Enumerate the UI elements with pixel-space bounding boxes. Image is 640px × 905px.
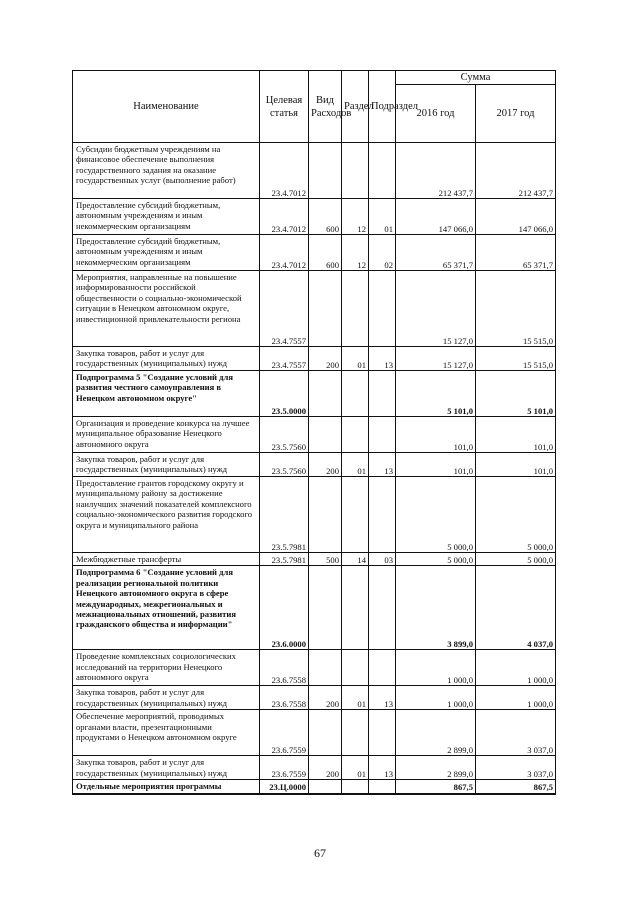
row-expense-type-cell <box>309 650 342 686</box>
row-section-cell: 01 <box>342 347 369 371</box>
row-expense-type-cell <box>309 417 342 453</box>
row-expense-type-cell <box>309 271 342 347</box>
row-section-cell <box>342 710 369 756</box>
row-amount-2017-cell: 65 371,7 <box>476 235 556 271</box>
row-target-article-cell: 23.6.7558 <box>260 686 309 710</box>
row-expense-type-cell: 200 <box>309 453 342 477</box>
row-subsection-cell: 13 <box>369 453 396 477</box>
row-expense-type-cell <box>309 566 342 650</box>
row-name-cell: Отдельные мероприятия программы <box>73 780 260 794</box>
header-name: Наименование <box>73 71 260 143</box>
row-target-article-cell: 23.4.7557 <box>260 271 309 347</box>
row-subsection-cell <box>369 143 396 199</box>
table-row <box>73 199 556 235</box>
header-subsection: Подраздел <box>369 71 396 143</box>
row-expense-type-cell: 500 <box>309 553 342 566</box>
row-section-cell <box>342 780 369 794</box>
row-expense-type-cell: 200 <box>309 756 342 780</box>
row-section-cell <box>342 371 369 417</box>
row-name-cell: Закупка товаров, работ и услуг для государственных (муниципальных) нужд <box>73 347 260 371</box>
row-target-article-cell: 23.5.7560 <box>260 417 309 453</box>
row-target-article-cell: 23.6.7558 <box>260 650 309 686</box>
row-expense-type-cell: 200 <box>309 347 342 371</box>
row-amount-2017-cell: 5 000,0 <box>476 553 556 566</box>
row-subsection-cell <box>369 371 396 417</box>
row-name-cell: Проведение комплексных социологических исследований на территории Ненецкого автономного округа <box>73 650 260 686</box>
row-target-article-cell: 23.4.7012 <box>260 235 309 271</box>
row-subsection-cell: 03 <box>369 553 396 566</box>
table-row <box>73 686 556 710</box>
table-row <box>73 417 556 453</box>
row-amount-2016-cell: 867,5 <box>396 780 476 794</box>
row-subsection-cell: 13 <box>369 347 396 371</box>
row-target-article-cell: 23.Ц.0000 <box>260 780 309 794</box>
row-subsection-cell: 02 <box>369 235 396 271</box>
table-row <box>73 271 556 347</box>
row-amount-2016-cell: 1 000,0 <box>396 650 476 686</box>
row-target-article-cell: 23.5.0000 <box>260 371 309 417</box>
row-expense-type-cell: 600 <box>309 235 342 271</box>
header-target-article: Целевая статья <box>260 71 309 143</box>
row-target-article-cell: 23.6.0000 <box>260 566 309 650</box>
row-amount-2017-cell: 15 515,0 <box>476 347 556 371</box>
row-section-cell: 01 <box>342 756 369 780</box>
row-amount-2016-cell: 5 000,0 <box>396 477 476 553</box>
budget-table <box>72 70 556 795</box>
row-amount-2016-cell: 65 371,7 <box>396 235 476 271</box>
row-amount-2016-cell: 101,0 <box>396 417 476 453</box>
header-expense-type: Вид Расходов <box>309 71 342 143</box>
row-section-cell: 14 <box>342 553 369 566</box>
row-amount-2017-cell: 3 037,0 <box>476 756 556 780</box>
row-expense-type-cell <box>309 371 342 417</box>
table-row <box>73 143 556 199</box>
row-name-cell: Закупка товаров, работ и услуг для государственных (муниципальных) нужд <box>73 453 260 477</box>
row-name-cell: Закупка товаров, работ и услуг для государственных (муниципальных) нужд <box>73 686 260 710</box>
row-subsection-cell: 13 <box>369 686 396 710</box>
row-section-cell <box>342 650 369 686</box>
row-amount-2016-cell: 15 127,0 <box>396 347 476 371</box>
row-subsection-cell <box>369 650 396 686</box>
table-row <box>73 756 556 780</box>
row-amount-2017-cell: 1 000,0 <box>476 650 556 686</box>
row-amount-2017-cell: 147 066,0 <box>476 199 556 235</box>
row-amount-2016-cell: 2 899,0 <box>396 756 476 780</box>
table-row <box>73 371 556 417</box>
table-row <box>73 347 556 371</box>
row-subsection-cell: 01 <box>369 199 396 235</box>
row-target-article-cell: 23.4.7012 <box>260 143 309 199</box>
page-number: 67 <box>314 846 326 860</box>
row-subsection-cell <box>369 477 396 553</box>
row-name-cell: Подпрограмма 6 "Создание условий для реализации региональной политики Ненецкого автономного округа в сфере международных, межрегиональных и межнациональных отношений, развития гражданского общества и информации" <box>73 566 260 650</box>
row-name-cell: Субсидии бюджетным учреждениям на финансовое обеспечение выполнения государственного задания на оказание государственных услуг (выполнение работ) <box>73 143 260 199</box>
row-target-article-cell: 23.6.7559 <box>260 710 309 756</box>
row-section-cell: 01 <box>342 686 369 710</box>
row-amount-2017-cell: 5 000,0 <box>476 477 556 553</box>
row-amount-2016-cell: 212 437,7 <box>396 143 476 199</box>
row-amount-2016-cell: 3 899,0 <box>396 566 476 650</box>
row-subsection-cell: 13 <box>369 756 396 780</box>
row-name-cell: Мероприятия, направленные на повышение информированности российской общественности о социально-экономической ситуации в Ненецком автономном округе, инвестиционной привлекательности региона <box>73 271 260 347</box>
row-target-article-cell: 23.4.7557 <box>260 347 309 371</box>
row-target-article-cell: 23.5.7981 <box>260 553 309 566</box>
row-subsection-cell <box>369 710 396 756</box>
table-row <box>73 710 556 756</box>
row-amount-2017-cell: 101,0 <box>476 417 556 453</box>
row-name-cell: Предоставление грантов городскому округу и муниципальному району за достижение наилучших значений показателей комплексного социально-экономического развития городского округа и муниципального района <box>73 477 260 553</box>
row-amount-2017-cell: 3 037,0 <box>476 710 556 756</box>
table-row <box>73 566 556 650</box>
row-target-article-cell: 23.6.7559 <box>260 756 309 780</box>
header-year-2016: 2016 год <box>396 85 476 143</box>
row-amount-2016-cell: 1 000,0 <box>396 686 476 710</box>
budget-table-sheet <box>72 70 555 795</box>
row-expense-type-cell <box>309 710 342 756</box>
table-row <box>73 650 556 686</box>
row-section-cell <box>342 417 369 453</box>
table-row <box>73 477 556 553</box>
row-expense-type-cell: 600 <box>309 199 342 235</box>
row-section-cell: 01 <box>342 453 369 477</box>
row-section-cell <box>342 566 369 650</box>
row-expense-type-cell <box>309 143 342 199</box>
header-year-2017: 2017 год <box>476 85 556 143</box>
row-name-cell: Обеспечение мероприятий, проводимых органами власти, презентационными продуктами о Ненецком автономном округе <box>73 710 260 756</box>
row-subsection-cell <box>369 271 396 347</box>
row-amount-2016-cell: 5 000,0 <box>396 553 476 566</box>
row-name-cell: Предоставление субсидий бюджетным, автономным учреждениям и иным некоммерческим организациям <box>73 199 260 235</box>
table-row <box>73 235 556 271</box>
row-expense-type-cell <box>309 780 342 794</box>
row-amount-2016-cell: 2 899,0 <box>396 710 476 756</box>
row-section-cell <box>342 271 369 347</box>
row-name-cell: Подпрограмма 5 "Создание условий для развития честного самоуправления в Ненецком автономном округе" <box>73 371 260 417</box>
row-name-cell: Организация и проведение конкурса на лучшее муниципальное образование Ненецкого автономного округа <box>73 417 260 453</box>
row-section-cell: 12 <box>342 235 369 271</box>
row-amount-2016-cell: 15 127,0 <box>396 271 476 347</box>
row-amount-2016-cell: 101,0 <box>396 453 476 477</box>
row-name-cell: Межбюджетные трансферты <box>73 553 260 566</box>
row-amount-2017-cell: 212 437,7 <box>476 143 556 199</box>
row-section-cell: 12 <box>342 199 369 235</box>
row-section-cell <box>342 477 369 553</box>
row-amount-2017-cell: 1 000,0 <box>476 686 556 710</box>
row-name-cell: Предоставление субсидий бюджетным, автономным учреждениям и иным некоммерческим организациям <box>73 235 260 271</box>
row-name-cell: Закупка товаров, работ и услуг для государственных (муниципальных) нужд <box>73 756 260 780</box>
row-amount-2016-cell: 147 066,0 <box>396 199 476 235</box>
row-amount-2017-cell: 5 101,0 <box>476 371 556 417</box>
row-subsection-cell <box>369 417 396 453</box>
table-row <box>73 453 556 477</box>
row-expense-type-cell <box>309 477 342 553</box>
row-amount-2017-cell: 101,0 <box>476 453 556 477</box>
row-amount-2016-cell: 5 101,0 <box>396 371 476 417</box>
row-subsection-cell <box>369 566 396 650</box>
header-sum: Сумма <box>396 71 556 85</box>
row-amount-2017-cell: 867,5 <box>476 780 556 794</box>
row-subsection-cell <box>369 780 396 794</box>
table-row <box>73 780 556 794</box>
row-target-article-cell: 23.5.7981 <box>260 477 309 553</box>
row-target-article-cell: 23.5.7560 <box>260 453 309 477</box>
row-target-article-cell: 23.4.7012 <box>260 199 309 235</box>
row-section-cell <box>342 143 369 199</box>
row-amount-2017-cell: 15 515,0 <box>476 271 556 347</box>
header-section: Раздел <box>342 71 369 143</box>
row-expense-type-cell: 200 <box>309 686 342 710</box>
row-amount-2017-cell: 4 037,0 <box>476 566 556 650</box>
table-row <box>73 553 556 566</box>
table-body <box>73 143 556 794</box>
